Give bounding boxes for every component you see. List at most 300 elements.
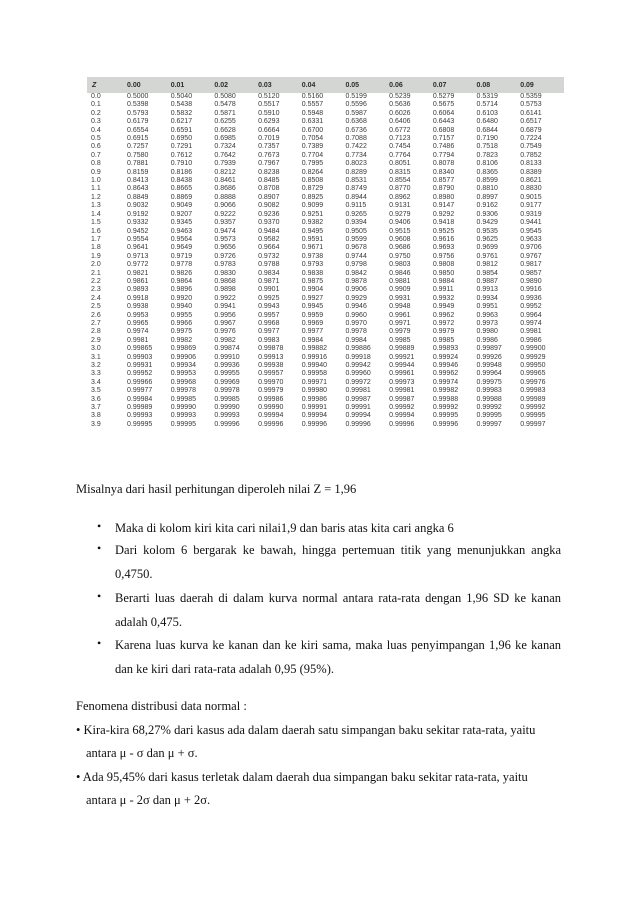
probability-cell: 0.9726: [214, 252, 236, 260]
probability-cell: 0.8365: [476, 168, 498, 176]
z-value-cell: 3.4: [91, 378, 101, 386]
probability-cell: 0.99882: [301, 345, 328, 353]
probability-cell: 0.99988: [432, 395, 459, 403]
probability-cell: 0.9896: [170, 286, 193, 294]
probability-cell: 0.6915: [127, 135, 149, 143]
probability-cell: 0.6064: [432, 109, 455, 117]
probability-cell: 0.99990: [170, 404, 196, 412]
probability-cell: 0.8212: [214, 168, 236, 176]
probability-cell: 0.9693: [432, 244, 455, 252]
probability-cell: 0.8686: [214, 185, 236, 193]
probability-cell: 0.9357: [214, 219, 236, 227]
probability-cell: 0.99878: [258, 345, 284, 353]
z-value-cell: 1.6: [91, 227, 101, 235]
probability-cell: 0.9616: [432, 235, 455, 243]
probability-cell: 0.9564: [170, 235, 193, 243]
probability-cell: 0.9535: [476, 227, 498, 235]
probability-cell: 0.9898: [214, 286, 236, 294]
probability-cell: 0.7580: [127, 151, 149, 159]
probability-cell: 0.9319: [520, 210, 542, 218]
probability-cell: 0.9452: [127, 227, 149, 235]
z-value-cell: 3.0: [91, 345, 101, 353]
probability-cell: 0.99921: [389, 353, 415, 361]
probability-cell: 0.9986: [520, 336, 542, 344]
probability-cell: 0.7157: [432, 135, 455, 143]
bullet-item-1-line1: Maka di kolom kiri kita cari nilai1,9 dan baris atas kita cari angka 6: [115, 521, 454, 535]
z-header-cell: Z: [87, 77, 127, 93]
probability-cell: 0.9082: [258, 202, 280, 210]
probability-cell: 0.6517: [520, 118, 542, 126]
probability-cell: 0.9967: [214, 319, 236, 327]
probability-cell: 0.6808: [432, 126, 455, 134]
table-row: [87, 295, 564, 303]
probability-cell: 0.5948: [301, 109, 324, 117]
probability-cell: 0.99987: [345, 395, 371, 403]
probability-cell: 0.9750: [389, 252, 411, 260]
z-value-cell: 2.8: [91, 328, 101, 336]
probability-cell: 0.99889: [389, 345, 415, 353]
probability-cell: 0.9554: [127, 235, 149, 243]
z-value-cell: 0.6: [91, 143, 101, 151]
probability-cell: 0.5832: [170, 109, 193, 117]
section-item-1-line1: • Kira-kira 68,27% dari kasus ada dalam daerah satu simpangan baku sekitar rata-rata, yaitu: [76, 723, 536, 737]
z-value-cell: 0.2: [91, 109, 101, 117]
probability-cell: 0.9236: [258, 210, 280, 218]
probability-cell: 0.7019: [258, 135, 280, 143]
probability-cell: 0.5517: [258, 101, 280, 109]
probability-cell: 0.8907: [258, 193, 280, 201]
probability-cell: 0.99971: [301, 378, 328, 386]
probability-cell: 0.9649: [170, 244, 193, 252]
probability-cell: 0.8264: [301, 168, 324, 176]
z-value-cell: 3.5: [91, 387, 101, 395]
probability-cell: 0.7764: [389, 151, 411, 159]
probability-cell: 0.8289: [345, 168, 367, 176]
probability-cell: 0.9925: [258, 294, 280, 302]
probability-cell: 0.99991: [301, 404, 328, 412]
probability-cell: 0.99985: [170, 395, 196, 403]
probability-cell: 0.99961: [389, 370, 415, 378]
z-value-cell: 0.9: [91, 168, 101, 176]
probability-cell: 0.9934: [476, 294, 498, 302]
z-value-cell: 2.5: [91, 303, 101, 311]
z-value-cell: 3.9: [91, 420, 101, 428]
z-value-cell: 3.8: [91, 412, 101, 420]
probability-cell: 0.8438: [170, 177, 193, 185]
probability-cell: 0.99992: [389, 404, 415, 412]
probability-cell: 0.9641: [127, 244, 149, 252]
probability-cell: 0.9952: [520, 303, 542, 311]
probability-cell: 0.99955: [214, 370, 240, 378]
z-table: [87, 77, 564, 429]
probability-cell: 0.99986: [258, 395, 284, 403]
probability-cell: 0.9525: [432, 227, 455, 235]
probability-cell: 0.9938: [127, 303, 149, 311]
probability-cell: 0.9964: [520, 311, 542, 319]
z-value-cell: 0.4: [91, 126, 101, 134]
probability-cell: 0.9922: [214, 294, 236, 302]
probability-cell: 0.9582: [258, 235, 280, 243]
bullet-symbol: •: [97, 636, 102, 650]
z-value-cell: 2.0: [91, 261, 101, 269]
probability-cell: 0.8159: [127, 168, 149, 176]
probability-cell: 0.99900: [520, 345, 546, 353]
probability-cell: 0.6844: [476, 126, 498, 134]
probability-cell: 0.9850: [432, 269, 455, 277]
table-row: [87, 278, 564, 286]
probability-cell: 0.9686: [389, 244, 411, 252]
probability-cell: 0.99990: [214, 404, 240, 412]
probability-cell: 0.9177: [520, 202, 542, 210]
probability-cell: 0.5636: [389, 101, 411, 109]
probability-cell: 0.9884: [432, 277, 455, 285]
probability-cell: 0.9222: [214, 210, 236, 218]
z-value-cell: 1.5: [91, 219, 101, 227]
probability-cell: 0.9982: [214, 336, 236, 344]
probability-cell: 0.9871: [258, 277, 280, 285]
probability-cell: 0.99977: [127, 387, 153, 395]
probability-cell: 0.8849: [127, 193, 149, 201]
probability-cell: 0.99931: [127, 362, 153, 369]
probability-cell: 0.9192: [127, 210, 149, 218]
probability-cell: 0.8708: [258, 185, 280, 193]
probability-cell: 0.9332: [127, 219, 149, 227]
probability-cell: 0.6217: [170, 118, 193, 126]
probability-cell: 0.99924: [432, 353, 459, 361]
probability-cell: 0.8599: [476, 177, 498, 185]
probability-cell: 0.99942: [345, 362, 371, 369]
probability-cell: 0.7794: [432, 151, 455, 159]
probability-cell: 0.99991: [345, 404, 371, 412]
probability-cell: 0.99948: [476, 362, 502, 369]
probability-cell: 0.9808: [432, 261, 455, 269]
probability-cell: 0.9901: [258, 286, 280, 294]
probability-cell: 0.9279: [389, 210, 411, 218]
probability-cell: 0.9911: [432, 286, 454, 294]
probability-cell: 0.9767: [520, 252, 542, 260]
probability-cell: 0.99916: [301, 353, 328, 361]
probability-cell: 0.9066: [214, 202, 236, 210]
probability-cell: 0.9032: [127, 202, 149, 210]
table-row: [87, 211, 564, 219]
probability-cell: 0.9713: [127, 252, 149, 260]
probability-cell: 0.8554: [389, 177, 411, 185]
probability-cell: 0.9838: [301, 269, 324, 277]
probability-cell: 0.7324: [214, 143, 236, 151]
table-row: [87, 236, 564, 244]
probability-cell: 0.9973: [476, 319, 498, 327]
z-table-image: [87, 77, 564, 445]
probability-cell: 0.9131: [389, 202, 411, 210]
table-row: [87, 135, 564, 143]
probability-cell: 0.9608: [389, 235, 411, 243]
probability-cell: 0.5160: [301, 93, 324, 100]
table-row: [87, 160, 564, 168]
probability-cell: 0.6443: [432, 118, 455, 126]
probability-cell: 0.9345: [170, 219, 193, 227]
probability-cell: 0.8749: [345, 185, 367, 193]
probability-cell: 0.99962: [432, 370, 459, 378]
probability-cell: 0.9656: [214, 244, 236, 252]
probability-cell: 0.99874: [214, 345, 240, 353]
probability-cell: 0.9418: [432, 219, 455, 227]
probability-cell: 0.7454: [389, 143, 411, 151]
probability-cell: 0.9875: [301, 277, 324, 285]
z-value-cell: 0.8: [91, 160, 101, 168]
probability-cell: 0.9744: [345, 252, 367, 260]
probability-cell: 0.9292: [432, 210, 455, 218]
probability-cell: 0.6255: [214, 118, 236, 126]
probability-cell: 0.9887: [476, 277, 498, 285]
probability-cell: 0.9977: [301, 328, 324, 336]
probability-cell: 0.8238: [258, 168, 280, 176]
z-table-body: [87, 93, 564, 429]
probability-cell: 0.8869: [170, 193, 193, 201]
probability-cell: 0.8315: [389, 168, 411, 176]
probability-cell: 0.9633: [520, 235, 542, 243]
z-value-cell: 0.1: [91, 101, 101, 109]
probability-cell: 0.9474: [214, 227, 236, 235]
table-row: [87, 219, 564, 227]
probability-cell: 0.99984: [127, 395, 153, 403]
probability-cell: 0.9732: [258, 252, 280, 260]
probability-cell: 0.6879: [520, 126, 542, 134]
probability-cell: 0.99965: [520, 370, 546, 378]
probability-cell: 0.9927: [301, 294, 324, 302]
probability-cell: 0.99990: [258, 404, 284, 412]
probability-cell: 0.9793: [301, 261, 324, 269]
probability-cell: 0.9265: [345, 210, 367, 218]
probability-cell: 0.9857: [520, 269, 542, 277]
probability-cell: 0.9738: [301, 252, 324, 260]
column-header-cell: 0.07: [433, 77, 477, 93]
probability-cell: 0.9940: [170, 303, 193, 311]
probability-cell: 0.99995: [520, 412, 546, 420]
z-value-cell: 1.2: [91, 193, 101, 201]
z-value-cell: 3.7: [91, 404, 101, 412]
z-value-cell: 1.7: [91, 235, 101, 243]
probability-cell: 0.9099: [301, 202, 324, 210]
probability-cell: 0.9969: [301, 319, 324, 327]
probability-cell: 0.9591: [301, 235, 324, 243]
probability-cell: 0.6700: [301, 126, 324, 134]
probability-cell: 0.9979: [432, 328, 455, 336]
probability-cell: 0.9961: [389, 311, 411, 319]
probability-cell: 0.9948: [389, 303, 411, 311]
probability-cell: 0.99926: [476, 353, 502, 361]
probability-cell: 0.9756: [432, 252, 455, 260]
probability-cell: 0.99982: [432, 387, 459, 395]
probability-cell: 0.99938: [258, 362, 284, 369]
probability-cell: 0.8106: [476, 160, 498, 168]
probability-cell: 0.9970: [345, 319, 367, 327]
z-value-cell: 0.3: [91, 118, 101, 126]
probability-cell: 0.5871: [214, 109, 236, 117]
table-row: [87, 118, 564, 126]
probability-cell: 0.99903: [127, 353, 153, 361]
z-value-cell: 1.3: [91, 202, 101, 210]
table-row: [87, 303, 564, 311]
probability-cell: 0.9015: [520, 193, 542, 201]
probability-cell: 0.9719: [170, 252, 193, 260]
table-row: [87, 177, 564, 185]
probability-cell: 0.6141: [520, 109, 542, 117]
probability-cell: 0.99970: [258, 378, 284, 386]
section-heading: Fenomena distribusi data normal :: [76, 699, 247, 713]
probability-cell: 0.7518: [476, 143, 498, 151]
probability-cell: 0.8133: [520, 160, 542, 168]
probability-cell: 0.9625: [476, 235, 498, 243]
table-row: [87, 328, 564, 336]
probability-cell: 0.7642: [214, 151, 236, 159]
table-row: [87, 312, 564, 320]
probability-cell: 0.8508: [301, 177, 324, 185]
probability-cell: 0.7852: [520, 151, 542, 159]
probability-cell: 0.9960: [345, 311, 367, 319]
column-header-cell: 0.09: [520, 77, 564, 93]
probability-cell: 0.9515: [389, 227, 411, 235]
probability-cell: 0.9945: [301, 303, 324, 311]
probability-cell: 0.6293: [258, 118, 280, 126]
probability-cell: 0.99983: [520, 387, 546, 395]
probability-cell: 0.9207: [170, 210, 193, 218]
probability-cell: 0.5793: [127, 109, 149, 117]
probability-cell: 0.8461: [214, 177, 236, 185]
z-value-cell: 1.9: [91, 252, 101, 260]
probability-cell: 0.5596: [345, 101, 367, 109]
probability-cell: 0.5359: [520, 93, 542, 100]
probability-cell: 0.9251: [301, 210, 324, 218]
table-row: [87, 169, 564, 177]
probability-cell: 0.9978: [345, 328, 367, 336]
probability-cell: 0.5987: [345, 109, 367, 117]
probability-cell: 0.9932: [432, 294, 455, 302]
z-value-cell: 2.9: [91, 336, 101, 344]
probability-cell: 0.99995: [476, 412, 502, 420]
probability-cell: 0.5000: [127, 93, 149, 100]
probability-cell: 0.7123: [389, 135, 411, 143]
probability-cell: 0.99910: [214, 353, 240, 361]
probability-cell: 0.99994: [258, 412, 284, 420]
probability-cell: 0.9441: [520, 219, 542, 227]
probability-cell: 0.9982: [170, 336, 193, 344]
probability-cell: 0.6664: [258, 126, 280, 134]
probability-cell: 0.99996: [214, 420, 240, 428]
probability-cell: 0.99865: [127, 345, 153, 353]
probability-cell: 0.99980: [301, 387, 328, 395]
probability-cell: 0.8023: [345, 160, 367, 168]
probability-cell: 0.7190: [476, 135, 498, 143]
probability-cell: 0.9985: [432, 336, 455, 344]
probability-cell: 0.6368: [345, 118, 367, 126]
table-row: [87, 185, 564, 193]
probability-cell: 0.9306: [476, 210, 498, 218]
probability-cell: 0.9949: [432, 303, 455, 311]
z-value-cell: 1.8: [91, 244, 101, 252]
probability-cell: 0.9916: [520, 286, 542, 294]
bullet-item-3-line1: Berarti luas daerah di dalam kurva normal antara rata-rata dengan 1,96 SD ke kanan: [115, 591, 561, 605]
table-row: [87, 396, 564, 404]
probability-cell: 0.99993: [127, 412, 153, 420]
probability-cell: 0.6026: [389, 109, 411, 117]
probability-cell: 0.99994: [389, 412, 415, 420]
probability-cell: 0.6628: [214, 126, 236, 134]
probability-cell: 0.7224: [520, 135, 542, 143]
probability-cell: 0.9920: [170, 294, 193, 302]
probability-cell: 0.9406: [389, 219, 411, 227]
probability-cell: 0.99985: [214, 395, 240, 403]
probability-cell: 0.8888: [214, 193, 236, 201]
probability-cell: 0.99960: [345, 370, 371, 378]
probability-cell: 0.9699: [476, 244, 498, 252]
probability-cell: 0.9943: [258, 303, 280, 311]
probability-cell: 0.9878: [345, 277, 367, 285]
probability-cell: 0.99993: [214, 412, 240, 420]
probability-cell: 0.9981: [127, 336, 149, 344]
probability-cell: 0.7357: [258, 143, 280, 151]
probability-cell: 0.9962: [432, 311, 455, 319]
probability-cell: 0.9985: [389, 336, 411, 344]
probability-cell: 0.9977: [258, 328, 280, 336]
bullet-item-4-line2: dan ke kiri dari rata-rata adalah 0,95 (95%).: [115, 662, 334, 676]
probability-cell: 0.7088: [345, 135, 367, 143]
probability-cell: 0.6480: [476, 118, 498, 126]
probability-cell: 0.99953: [170, 370, 196, 378]
table-row: [87, 379, 564, 387]
probability-cell: 0.99964: [476, 370, 502, 378]
probability-cell: 0.5239: [389, 93, 411, 100]
table-row: [87, 345, 564, 353]
table-row: [87, 202, 564, 210]
column-header-cell: 0.03: [258, 77, 302, 93]
probability-cell: 0.7910: [170, 160, 193, 168]
probability-cell: 0.8790: [432, 185, 455, 193]
probability-cell: 0.99989: [520, 395, 546, 403]
table-row: [87, 421, 564, 429]
probability-cell: 0.9955: [170, 311, 193, 319]
probability-cell: 0.9953: [127, 311, 149, 319]
probability-cell: 0.9370: [258, 219, 280, 227]
probability-cell: 0.5120: [258, 93, 280, 100]
probability-cell: 0.99952: [127, 370, 153, 378]
table-row: [87, 270, 564, 278]
probability-cell: 0.99996: [301, 420, 328, 428]
table-row: [87, 127, 564, 135]
probability-cell: 0.7291: [170, 143, 193, 151]
probability-cell: 0.9959: [301, 311, 324, 319]
column-header-cell: 0.04: [302, 77, 346, 93]
z-value-cell: 0.5: [91, 135, 101, 143]
probability-cell: 0.6554: [127, 126, 149, 134]
probability-cell: 0.6179: [127, 118, 149, 126]
probability-cell: 0.7995: [301, 160, 324, 168]
probability-cell: 0.8830: [520, 185, 542, 193]
section-item-2-line2: antara μ - 2σ dan μ + 2σ.: [86, 793, 211, 807]
probability-cell: 0.7734: [345, 151, 367, 159]
probability-cell: 0.9981: [520, 328, 542, 336]
probability-cell: 0.8485: [258, 177, 280, 185]
probability-cell: 0.99966: [127, 378, 153, 386]
probability-cell: 0.9893: [127, 286, 149, 294]
probability-cell: 0.99969: [214, 378, 240, 386]
probability-cell: 0.5714: [476, 101, 498, 109]
probability-cell: 0.7939: [214, 160, 236, 168]
probability-cell: 0.9846: [389, 269, 411, 277]
probability-cell: 0.7389: [301, 143, 324, 151]
probability-cell: 0.9966: [170, 319, 193, 327]
column-header-cell: 0.02: [214, 77, 258, 93]
probability-cell: 0.9842: [345, 269, 367, 277]
